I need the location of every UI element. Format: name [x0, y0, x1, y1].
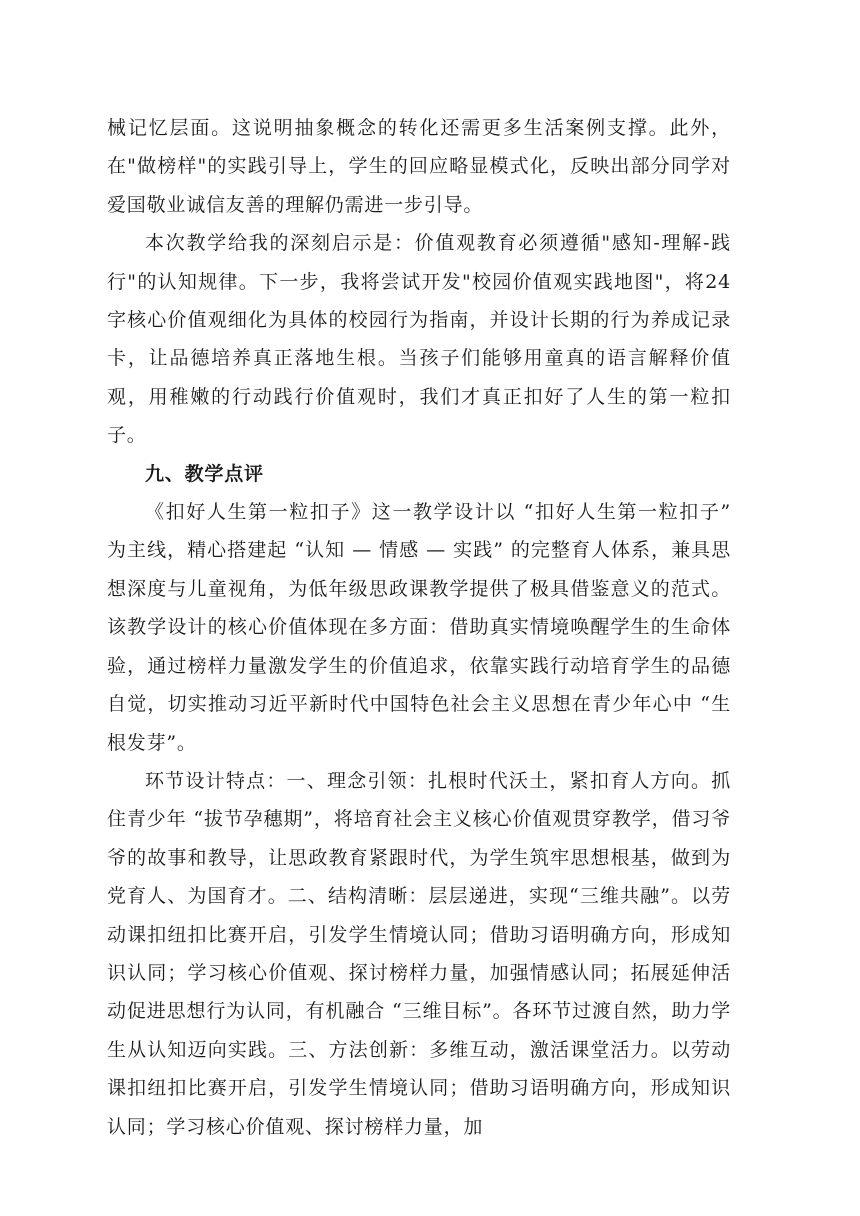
paragraph-design-features: 环节设计特点：一、理念引领：扎根时代沃土，紧扣育人方向。抓住青少年 “拔节孕穗期”，将培育社会主义核心价值观贯穿教学，借习爷爷的故事和教导，让思政教育紧跟时代，为学生筑牢思想根基，做到为党育人、为国育才。二、结构清晰：层层递进，实现“三维共融”。以劳动课扣纽扣比赛开启，引发学生情境认同；借助习语明确方向，形成知识认同；学习核心价值观、探讨榜样力量，加强情感认同；拓展延伸活动促进思想行为认同，有机融合 “三维目标”。各环节过渡自然，助力学生从认知迈向实践。三、方法创新：多维互动，激活课堂活力。以劳动课扣纽扣比赛开启，引发学生情境认同；借助习语明确方向，形成知识认同；学习核心价值观、探讨榜样力量，加 — [107, 769, 731, 1138]
paragraph-continuation: 械记忆层面。这说明抽象概念的转化还需更多生活案例支撑。此外，在"做榜样"的实践引导上，学生的回应略显模式化，反映出部分同学对爱国敬业诚信友善的理解仍需进一步引导。 — [107, 117, 731, 216]
paragraph-review-intro: 《扣好人生第一粒扣子》这一教学设计以 “扣好人生第一粒扣子” 为主线，精心搭建起 “认知 — 情感 — 实践” 的完整育人体系，兼具思想深度与儿童视角，为低年级思政课教学提供了极具借鉴意义的范式。该教学设计的核心价值体现在多方面：借助真实情境唤醒学生的生命体验，通过榜样力量激发学生的价值追求，依靠实践行动培育学生的品德自觉，切实推动习近平新时代中国特色社会主义思想在青少年心中 “生根发芽”。 — [107, 501, 731, 754]
body-text — [107, 109, 731, 1146]
paragraph-reflection: 本次教学给我的深刻启示是：价值观教育必须遵循"感知-理解-践行"的认知规律。下一步，我将尝试开发"校园价值观实践地图"，将24字核心价值观细化为具体的校园行为指南，并设计长期的行为养成记录卡，让品德培养真正落地生根。当孩子们能够用童真的语言解释价值观，用稚嫩的行动践行价值观时，我们才真正扣好了人生的第一粒扣子。 — [107, 232, 731, 447]
section-heading-teaching-review: 九、教学点评 — [145, 462, 264, 485]
